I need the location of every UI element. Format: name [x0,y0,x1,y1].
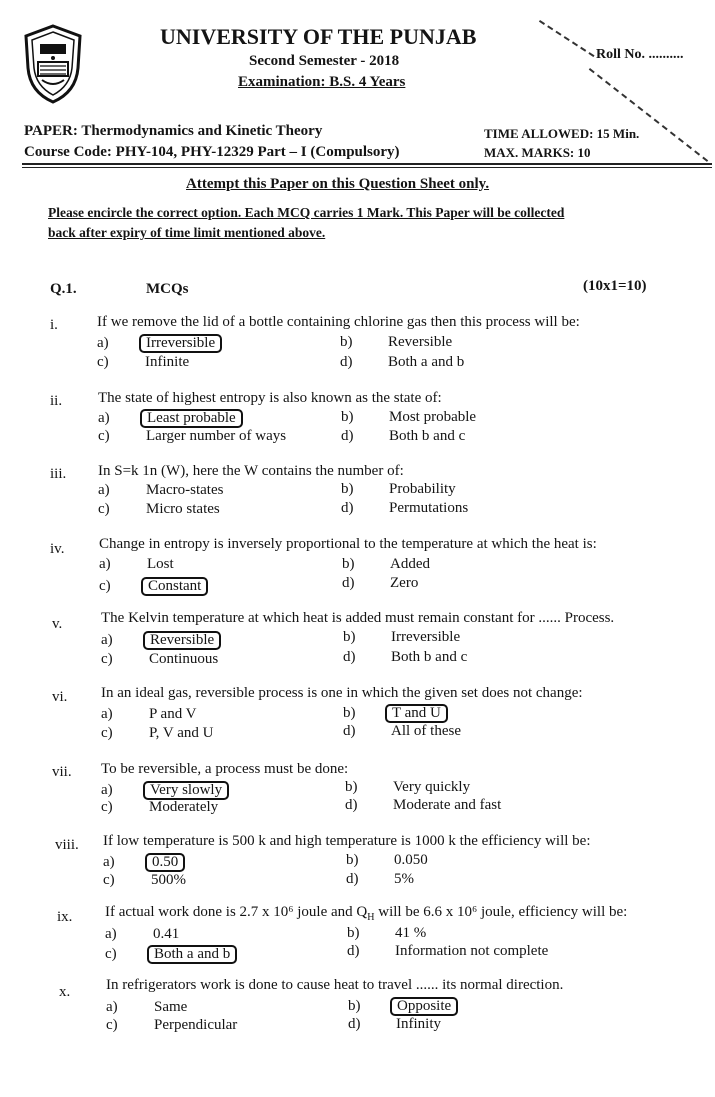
option-d: d) Both b and c [343,649,468,665]
option-c: c) Moderately [101,799,219,815]
question-number: v. [52,616,63,632]
university-crest-logo [20,22,86,106]
option-a: a) 0.41 [105,926,180,942]
option-b: b) 0.050 [346,852,428,868]
attempt-instruction: Attempt this Paper on this Question Sheet only. [186,176,490,192]
question-8 [0,833,715,893]
selected-answer: Both a and b [147,945,237,964]
option-a: a) Same [106,999,188,1015]
option-a: a) Irreversible [97,334,222,353]
option-d: d) Zero [342,575,419,591]
question-text: In refrigerators work is done to cause heat to travel ...... its normal direction. [106,977,564,993]
examination-line: Examination: B.S. 4 Years [238,74,406,90]
roll-number: Roll No. .......... [596,47,684,62]
option-d: d) Information not complete [347,943,549,959]
selected-answer: Opposite [390,997,458,1016]
selected-answer: 0.50 [145,853,185,872]
section-number: Q.1. [50,281,77,297]
option-d: d) All of these [343,723,461,739]
question-text: The Kelvin temperature at which heat is added must remain constant for ...... Process. [101,610,615,626]
option-c: c) Continuous [101,651,219,667]
semester-line: Second Semester - 2018 [249,53,400,69]
roll-dash-top [539,20,595,57]
question-9 [0,904,715,964]
option-b: b) Very quickly [345,779,471,795]
option-a: a) 0.50 [103,853,185,872]
option-b: b) Reversible [340,334,453,350]
section-marks: (10x1=10) [583,278,647,294]
question-4 [0,536,715,596]
option-c: c) 500% [103,872,186,888]
question-number: ii. [50,393,63,409]
question-number: vii. [52,764,72,780]
option-a: a) Least probable [98,409,243,428]
question-number: vi. [52,689,68,705]
question-2 [0,390,715,450]
instruction-line-2: back after expiry of time limit mentioned above. [48,225,326,240]
option-b: b) Added [342,556,430,572]
question-10 [0,977,715,1037]
university-title: UNIVERSITY OF THE PUNJAB [160,24,477,49]
option-d: d) Both a and b [340,354,465,370]
option-b: b) Irreversible [343,629,461,645]
roll-dash-bottom [589,68,708,162]
option-c: c) P, V and U [101,725,214,741]
question-number: iii. [50,466,67,482]
option-b: b) 41 % [347,925,427,941]
option-a: a) Very slowly [101,781,229,800]
option-a: a) Lost [99,556,174,572]
option-a: a) Macro-states [98,482,224,498]
option-c: c) Both a and b [105,945,237,964]
option-d: d) Infinity [348,1016,441,1032]
question-1 [0,314,715,374]
course-code: Course Code: PHY-104, PHY-12329 Part – I (Compulsory) [24,144,400,160]
selected-answer: T and U [385,704,448,723]
question-7 [0,761,715,821]
selected-answer: Very slowly [143,781,229,800]
header-rule [22,163,712,165]
selected-answer: Reversible [143,631,221,650]
question-number: viii. [55,837,79,853]
question-text: In an ideal gas, reversible process is one in which the given set does not change: [101,685,583,701]
question-text: The state of highest entropy is also known as the state of: [98,390,442,406]
option-b: b) Most probable [341,409,477,425]
option-d: d) Moderate and fast [345,797,502,813]
option-c: c) Larger number of ways [98,428,287,444]
option-c: c) Constant [99,577,208,596]
option-c: c) Infinite [97,354,190,370]
selected-answer: Constant [141,577,208,596]
question-number: iv. [50,541,65,557]
option-d: d) 5% [346,871,414,887]
question-number: x. [59,984,71,1000]
question-3 [0,463,715,523]
option-b: b) T and U [343,704,448,723]
max-marks: MAX. MARKS: 10 [484,145,591,160]
question-number: ix. [57,909,73,925]
question-text: Change in entropy is inversely proportional to the temperature at which the heat is: [99,536,597,552]
section-title: MCQs [146,281,189,297]
option-d: d) Permutations [341,500,469,516]
option-c: c) Micro states [98,501,220,517]
option-a: a) P and V [101,706,197,722]
question-5 [0,610,715,670]
header-rule-thin [22,167,712,168]
paper-title: PAPER: Thermodynamics and Kinetic Theory [24,123,323,139]
time-allowed: TIME ALLOWED: 15 Min. [484,126,640,141]
question-text: If low temperature is 500 k and high temperature is 1000 k the efficiency will be: [103,833,591,849]
option-b: b) Probability [341,481,456,497]
option-a: a) Reversible [101,631,221,650]
option-c: c) Perpendicular [106,1017,238,1033]
option-b: b) Opposite [348,997,458,1016]
question-6 [0,685,715,745]
selected-answer: Least probable [140,409,243,428]
selected-answer: Irreversible [139,334,222,353]
instruction-line-1: Please encircle the correct option. Each MCQ carries 1 Mark. This Paper will be collected [48,205,565,220]
question-number: i. [50,317,58,333]
question-text: To be reversible, a process must be done: [101,761,349,777]
question-text: If actual work done is 2.7 x 10⁶ joule and $Q_H$ will be 6.6 x 10⁶ joule, efficiency will be: [105,904,628,923]
option-d: d) Both b and c [341,428,466,444]
question-text: In S=k 1n (W), here the W contains the number of: [98,463,404,479]
question-text: If we remove the lid of a bottle containing chlorine gas then this process will be: [97,314,580,330]
